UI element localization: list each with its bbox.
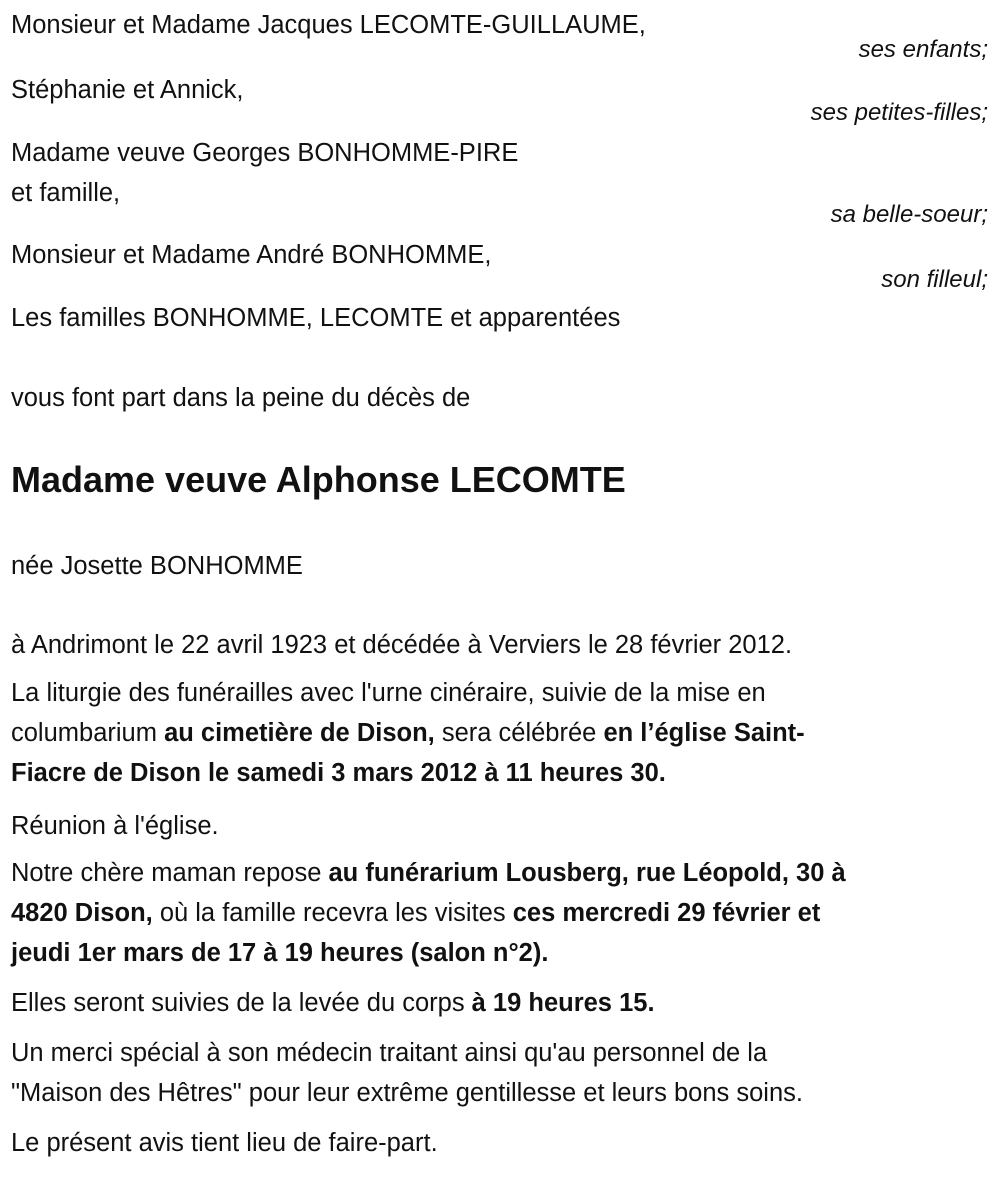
bold-text: ces mercredi 29 février et <box>512 899 821 927</box>
deceased-name: Madame veuve Alphonse LECOMTE <box>11 459 626 500</box>
family-relation: sa belle-soeur; <box>830 201 988 228</box>
dates-paragraph: à Andrimont le 22 avril 1923 et décédée à Verviers le 28 février 2012. <box>11 631 793 659</box>
text-line <box>11 718 805 748</box>
born-name: née Josette BONHOMME <box>11 552 303 580</box>
bold-text: au funérarium Lousberg, rue Léopold, 30 à <box>328 859 846 887</box>
family-name: Madame veuve Georges BONHOMME-PIRE <box>11 139 519 167</box>
bold-text: 4820 Dison, <box>11 899 153 927</box>
text: Notre chère maman repose <box>11 859 329 887</box>
family-name: Monsieur et Madame Jacques LECOMTE-GUILLAUME, <box>11 11 646 39</box>
family-relation: son filleul; <box>881 266 988 293</box>
bold-text: au cimetière de Dison, <box>164 719 435 747</box>
text-line: "Maison des Hêtres" pour leur extrême gentillesse et leurs bons soins. <box>11 1079 803 1107</box>
text-line: Un merci spécial à son médecin traitant ainsi qu'au personnel de la <box>11 1039 768 1067</box>
family-relation: ses enfants; <box>858 36 988 63</box>
text-line: La liturgie des funérailles avec l'urne cinéraire, suivie de la mise en <box>11 679 766 707</box>
closing-paragraph: Le présent avis tient lieu de faire-part. <box>11 1129 438 1157</box>
text: où la famille recevra les visites <box>152 899 513 927</box>
bold-text: Fiacre de Dison le samedi 3 mars 2012 à 11 heures 30. <box>11 759 666 787</box>
levee-paragraph <box>11 988 655 1018</box>
text-line <box>11 898 820 928</box>
reunion-paragraph: Réunion à l'église. <box>11 812 219 840</box>
text-line <box>11 858 846 888</box>
family-relation: ses petites-filles; <box>810 99 988 126</box>
bold-text: jeudi 1er mars de 17 à 19 heures (salon n°2). <box>11 939 549 967</box>
family-name: Monsieur et Madame André BONHOMME, <box>11 241 492 269</box>
text-line <box>11 758 666 788</box>
family-name: Stéphanie et Annick, <box>11 76 244 104</box>
family-name: et famille, <box>11 179 121 207</box>
text-line <box>11 938 548 968</box>
announcement: vous font part dans la peine du décès de <box>11 384 471 412</box>
text: Elles seront suivies de la levée du corps <box>11 989 472 1017</box>
bold-text: à 19 heures 15. <box>471 989 655 1017</box>
text: sera célébrée <box>434 719 604 747</box>
families-line: Les familles BONHOMME, LECOMTE et apparentées <box>11 304 621 332</box>
bold-text: en l’église Saint- <box>603 719 805 747</box>
text: columbarium <box>11 719 165 747</box>
